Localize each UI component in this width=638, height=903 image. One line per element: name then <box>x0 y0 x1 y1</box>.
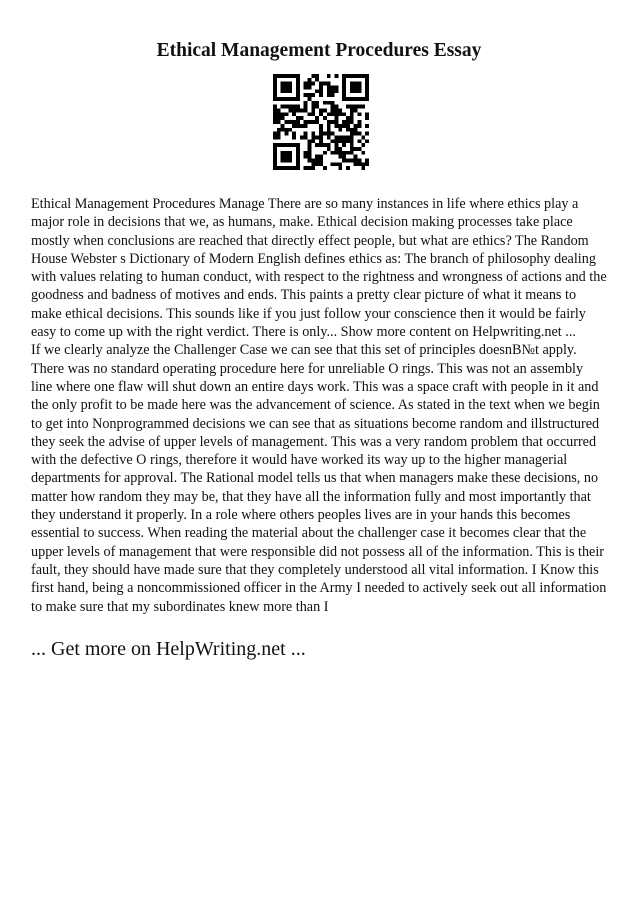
paragraph-intro: Ethical Management Procedures Manage There are so many instances in life where ethics play a major role in decisions that we, as humans, make. Ethical decision making processes take place mostly when conclusions are reached that directly effect people, but what are ethics? The Random House Webster s Dictionary of Modern English defines ethics as: The branch of philosophy dealing with values relating to human conduct, with respect to the rightness and wrongness of actions and the goodness and badness of motives and ends. This paints a pretty clear picture of what it means to make ethical decisions. This sounds like if you just follow your conscience then it would be fairly easy to come up with the right verdict. There is only... Show more content on Helpwriting.net ... <box>31 196 607 341</box>
essay-body <box>31 195 607 616</box>
paragraph-challenger: If we clearly analyze the Challenger Case we can see that this set of principles doesnВ№t apply. There was no standard operating procedure here for unreliable O rings. This was not an assembly line where one flaw will shut down an entire days work. This was a space craft with people in it and the only profit to be made here was the advancement of science. As stated in the text when we begin to get into Nonprogrammed decisions we can see that as situations become random and illstructured they seek the advise of upper levels of management. This was a very random problem that occurred with the defective O rings, therefore it would have worked its way up to the higher managerial departments for approval. The Rational model tells us that when managers make these decisions, no matter how random they may be, that they have all the information fully and most importantly that they understand it properly. In a role where others peoples lives are in your hands this becomes essential to success. When reading the material about the challenger case it becomes clear that the upper levels of management that were responsible did not possess all of the information. This is their fault, they should have made sure that they completely understood all vital information. I Know this first hand, being a noncommissioned officer in the Army I needed to actively seek out all information to make sure that my subordinates knew more than I <box>31 342 607 615</box>
get-more-link[interactable]: ... Get more on HelpWriting.net ... <box>31 638 306 660</box>
qr-code-icon <box>273 74 369 170</box>
page-title: Ethical Management Procedures Essay <box>156 40 482 61</box>
